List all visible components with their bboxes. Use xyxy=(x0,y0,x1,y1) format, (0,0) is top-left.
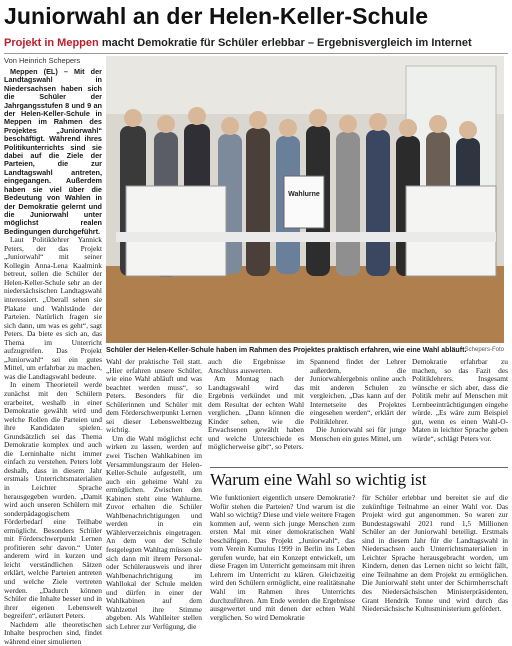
paragraph: Demokratie erfahrbar zu machen, so das Fazit des Politiklehrers. Insgesamt wünsche er sich aber, dass die Politik mehr auf Menschen mit Lernbeeinträchtigungen eingehe würde. „Es wäre zum Beispiel gut, wenn es einen Wahl-O-Maten in leichter Sprache geben würde“, schlägt Peters vor. xyxy=(412,357,508,443)
infobox-paragraph: Wie funktioniert eigentlich unsere Demokratie? Wofür stehen die Parteien? Und warum ist die Wahl so wichtig? Diese und viele weitere Fragen kommen auf, wenn sich junge Menschen zum ersten Mal mit einer demokratischen Wahl beschäftigen. Das Projekt „Juniorwahl“, das vom Verein Kumulus 1999 in Berlin ins Leben gerufen wurde, hat ein Konzept entwickelt, um diese Fragen im Unterricht gemeinsam mit ihren Lehrern im Unterricht zu klären. Gleichzeitig wird den Schülern ermöglicht, eine realitätsnahe Wahl im Rahmen ihres Unterrichts durchzuführen. Am Ende werden die Ergebnisse ausgewertet und mit denen der echten Wahl verglichen. So wird Demokratie xyxy=(210,493,355,622)
paragraph: Laut Politiklehrer Yannick Peters, der das Projekt „Juniorwahl“ mit seiner Kollegin Anna-Lena Kaalmink betreut, sollen die Schüler der Helen-Keller-Schule sehr an der niedersächsischen Landtagswahl interessiert. „Überall sehen sie Plakate und Wahlstände der Parteien. Natürlich fragen sie sich dann, um was es geht“, sagt Peters. Da biete es sich an, das Thema im Unterricht aufzugreifen. Das Projekt „Juniorwahl“ sei ein gutes Mittel, um erfahrbar zu machen, was die Landtagswahl bedeute. xyxy=(4,235,102,381)
paragraph: Die Juniorwahl sei für junge Menschen ein gutes Mittel, um xyxy=(310,425,406,443)
article-headline: Juniorwahl an der Helen-Keller-Schule xyxy=(4,3,429,29)
text-column-4 xyxy=(310,358,406,464)
students-photo-illustration xyxy=(106,56,504,343)
paragraph: Am Montag nach der Landtagswahl wird das Ergebnis verkündet und mit dem Resultat der echten Wahl verglichen. „Dann können die Kinder sehen, wie die Erwachsenen gewählt haben und welche Unterschiede es möglicherweise gibt“, so Peters. xyxy=(208,374,304,452)
text-column-2 xyxy=(106,357,202,631)
ballot-box-label: Wahlurne xyxy=(288,191,320,198)
paragraph: Wahl der praktische Teil statt. „Hier erfahren unsere Schüler, wie eine Wahl abläuft und was beachtet werden muss“, so Peters. Besonders für die Schülerinnen und Schüler mit dem Förderschwerpunkt Lernen sei dieser Lebensweltbezug wichtig. xyxy=(106,357,202,435)
paragraph: Um die Wahl möglichst echt wirken zu lassen, werden auf zwei Tischen Wahlkabinen im Versammlungsraum der Helen-Keller-Schule aufgestellt, um auch ein geheime Wahl zu ermöglichen. Zwischen den Kabinen steht eine Wahlurne. Zuvor erhalten die Schüler Wahlbenachrichtigungen und werden in ein Wählerverzeichnis eingetragen. An dem von der Schule festgelegten Wahltag müssen sie sich dann mit ihrem Personal- oder Schülerausweis und ihrer Wahlbenachrichtigung im Wahllokal der Schule melden und dürfen in einer der Wahlkabinen auf dem Wahlzettel ihre Stimme abgeben. Als Wahlleiter stellen sich Lehrer zur Verfügung, die xyxy=(106,433,202,631)
paragraph: In einem Theorieteil werde zunächst mit den Schülern erarbeitet, weshalb in einer Demokratie gewählt wird und welche Rollen die Parteien und ihre Kandidaten spielen. Grundsätzlich sei das Thema Demokratie komplex und auch die Lerninhalte nicht immer einfach zu verstehen. Peters lobt deshalb, dass in diesem Jahr erstmals Unterrichtsmaterialien in Leichter Sprache herausgegeben wurden. „Damit wird auch unseren Schülern mit sonderpädagogischem Förderbedarf eine Teilhabe ermöglicht. Besonders Schüler mit Förderschwerpunkt Lernen profitieren sehr davon.“ Unter anderem wird in kurzen und leicht verständlichen Sätzen erklärt, welche Parteien antreten und welche Ziele vertreten werden. „Dadurch können Schüler die Inhalte besser und in ihrer eigenen Lebenswelt begreifen“, erläutert Peters. xyxy=(4,380,102,621)
text-column-3 xyxy=(208,358,304,464)
infobox-title: Warum eine Wahl so wichtig ist xyxy=(210,470,427,489)
infobox-column-2 xyxy=(362,493,508,614)
article-kicker: Projekt in Meppen xyxy=(4,37,99,49)
article-lead: Meppen (EL) – Mit der Landtagswahl in Niedersachsen haben sich die Schüler der Jahrgangsstufen 8 und 9 an der Helen-Keller-Schule in Meppen im Rahmen des Projektes „Juniorwahl“ beschäftigt. Während ihres Politikunterrichts sind sie dabei auf die Ziele der Parteien, die zur Landtagswahl antreten, eingegangen. Außerdem haben sie viel über die Bedeutung von Wahlen in der Demokratie gelernt und die Juniorwahl unter möglichst realen Bedingungen durchgeführt. xyxy=(4,67,102,236)
infobox-column-1 xyxy=(210,493,355,622)
photo-caption: Schüler der Helen-Keller-Schule haben im Rahmen des Projektes praktisch erfahren, wie eine Wahl abläuft. xyxy=(106,346,467,354)
article-byline: Von Heinrich Schepers xyxy=(4,56,81,65)
paragraph: auch die Ergebnisse im Anschluss auswerten. xyxy=(208,357,304,375)
infobox-divider xyxy=(210,467,508,468)
photo-credit: Schepers-Foto xyxy=(464,347,504,353)
article-subheadline-text: macht Demokratie für Schüler erlebbar – Ergebnisvergleich im Internet xyxy=(101,37,472,49)
text-column-1 xyxy=(4,67,102,646)
text-column-5 xyxy=(412,358,508,464)
paragraph: Spannend findet der Lehrer außerdem, die Juniorwahlergebnis online auch mit anderen Schulen zu vergleichen. „Das kann auf der Internetseite des Projektes eingesehen werden“, erklärt der Politiklehrer. xyxy=(310,357,406,426)
article-subheadline xyxy=(4,36,508,50)
infobox-paragraph: für Schüler erlebbar und bereitet sie auf die zukünftige Teilnahme an einer Wahl vor. Das Projekt wird gut angenommen. So waren zur Bundestagswahl 2021 rund 1,5 Millionen Schüler an der Juniorwahl beteiligt. Erstmals sind in diesem Jahr für die Landtagswahl in Niedersachsen auch Unterrichtsmaterialien in Leichter Sprache herausgebracht worden, um Kindern, denen das Lernen nicht so leicht fällt, eine Teilnahme an dem Projekt zu ermöglichen. Die Juniorwahl steht unter der Schirmherrschaft des Niedersächsischen Ministerpräsidenten, Grant Hendrik Tonne und wird durch das Niedersächsische Kultusministerium gefördert. xyxy=(362,493,508,614)
paragraph: Nachdem alle theoretischen Inhalte besprochen sind, findet während einer simulierten xyxy=(4,619,102,646)
article-photo xyxy=(106,56,504,343)
header-divider xyxy=(4,53,508,54)
